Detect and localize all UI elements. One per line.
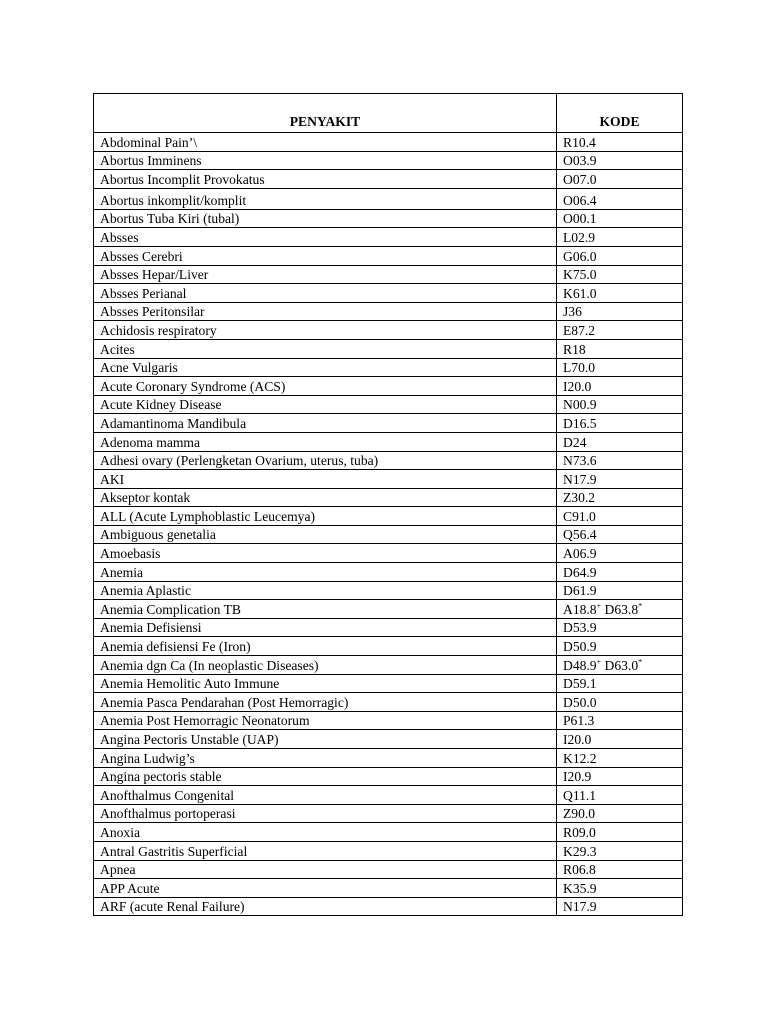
penyakit-cell: Anemia Post Hemorragic Neonatorum — [94, 711, 557, 730]
table-row — [94, 432, 683, 451]
penyakit-cell: ARF (acute Renal Failure) — [94, 897, 557, 916]
table-row — [94, 544, 683, 563]
kode-cell: D16.5 — [557, 414, 683, 433]
kode-cell: Z30.2 — [557, 488, 683, 507]
penyakit-cell: Anemia Pasca Pendarahan (Post Hemorragic) — [94, 693, 557, 712]
penyakit-cell: Angina Ludwig’s — [94, 749, 557, 768]
kode-primary-marker: + — [596, 601, 602, 611]
table-row — [94, 525, 683, 544]
table-row — [94, 414, 683, 433]
kode-cell: N17.9 — [557, 470, 683, 489]
penyakit-cell: Absses Peritonsilar — [94, 302, 557, 321]
penyakit-cell: Abortus Imminens — [94, 151, 557, 170]
kode-cell: Q11.1 — [557, 786, 683, 805]
table-row — [94, 188, 683, 209]
penyakit-cell: Anemia dgn Ca (In neoplastic Diseases) — [94, 656, 557, 675]
penyakit-cell: Absses Hepar/Liver — [94, 265, 557, 284]
kode-cell: D61.9 — [557, 581, 683, 600]
table-row — [94, 618, 683, 637]
kode-cell: K61.0 — [557, 284, 683, 303]
kode-secondary: D63.0 — [601, 657, 639, 673]
penyakit-cell: Angina Pectoris Unstable (UAP) — [94, 730, 557, 749]
penyakit-cell: Abortus inkomplit/komplit — [94, 188, 557, 209]
table-row — [94, 786, 683, 805]
kode-cell: R06.8 — [557, 860, 683, 879]
penyakit-cell: Acute Kidney Disease — [94, 395, 557, 414]
header-penyakit: PENYAKIT — [94, 94, 557, 133]
penyakit-cell: Ambiguous genetalia — [94, 525, 557, 544]
kode-cell: Q56.4 — [557, 525, 683, 544]
kode-cell: L02.9 — [557, 228, 683, 247]
penyakit-cell: Anemia defisiensi Fe (Iron) — [94, 637, 557, 656]
penyakit-cell: Adhesi ovary (Perlengketan Ovarium, uterus, tuba) — [94, 451, 557, 470]
penyakit-cell: APP Acute — [94, 879, 557, 898]
penyakit-cell: Absses Cerebri — [94, 246, 557, 265]
table-row — [94, 228, 683, 247]
icd-code-table — [93, 93, 683, 916]
kode-cell — [557, 600, 683, 619]
table-row — [94, 507, 683, 526]
table-row — [94, 170, 683, 189]
kode-cell: R10.4 — [557, 133, 683, 152]
kode-cell: D50.0 — [557, 693, 683, 712]
table-row — [94, 451, 683, 470]
table-row — [94, 395, 683, 414]
table-row — [94, 209, 683, 228]
table-row — [94, 711, 683, 730]
table-row — [94, 804, 683, 823]
table-row — [94, 339, 683, 358]
kode-cell: K29.3 — [557, 841, 683, 860]
kode-cell: G06.0 — [557, 246, 683, 265]
penyakit-cell: Anemia — [94, 563, 557, 582]
kode-secondary: D63.8 — [601, 601, 639, 617]
kode-cell: C91.0 — [557, 507, 683, 526]
header-kode: KODE — [557, 94, 683, 133]
kode-cell — [557, 656, 683, 675]
kode-cell: N73.6 — [557, 451, 683, 470]
kode-cell: K35.9 — [557, 879, 683, 898]
penyakit-cell: Amoebasis — [94, 544, 557, 563]
penyakit-cell: Angina pectoris stable — [94, 767, 557, 786]
kode-cell: O06.4 — [557, 188, 683, 209]
table-row — [94, 823, 683, 842]
table-row — [94, 897, 683, 916]
kode-cell: L70.0 — [557, 358, 683, 377]
kode-primary-marker: + — [596, 657, 602, 667]
table-row — [94, 470, 683, 489]
table-row — [94, 246, 683, 265]
kode-cell: I20.0 — [557, 377, 683, 396]
penyakit-cell: Apnea — [94, 860, 557, 879]
kode-cell: J36 — [557, 302, 683, 321]
table-row — [94, 749, 683, 768]
table-row — [94, 358, 683, 377]
table-row — [94, 767, 683, 786]
kode-cell: R09.0 — [557, 823, 683, 842]
penyakit-cell: Anemia Aplastic — [94, 581, 557, 600]
table-row — [94, 563, 683, 582]
penyakit-cell: Antral Gastritis Superficial — [94, 841, 557, 860]
kode-primary: D48.9 — [563, 657, 597, 673]
kode-cell: D64.9 — [557, 563, 683, 582]
table-row — [94, 265, 683, 284]
penyakit-cell: ALL (Acute Lymphoblastic Leucemya) — [94, 507, 557, 526]
penyakit-cell: Achidosis respiratory — [94, 321, 557, 340]
table-row — [94, 321, 683, 340]
penyakit-cell: Abortus Tuba Kiri (tubal) — [94, 209, 557, 228]
table-row — [94, 693, 683, 712]
kode-secondary-marker: * — [638, 657, 643, 667]
table-row — [94, 656, 683, 675]
kode-cell: I20.9 — [557, 767, 683, 786]
kode-secondary-marker: * — [638, 601, 643, 611]
penyakit-cell: Anoxia — [94, 823, 557, 842]
kode-cell: D53.9 — [557, 618, 683, 637]
kode-cell: N17.9 — [557, 897, 683, 916]
table-row — [94, 730, 683, 749]
penyakit-cell: Anemia Hemolitic Auto Immune — [94, 674, 557, 693]
penyakit-cell: Acne Vulgaris — [94, 358, 557, 377]
penyakit-cell: Anofthalmus Congenital — [94, 786, 557, 805]
table-row — [94, 581, 683, 600]
penyakit-cell: Anemia Complication TB — [94, 600, 557, 619]
penyakit-cell: Adenoma mamma — [94, 432, 557, 451]
table-header-row — [94, 94, 683, 133]
table-row — [94, 674, 683, 693]
kode-cell: O00.1 — [557, 209, 683, 228]
table-row — [94, 488, 683, 507]
penyakit-cell: Abdominal Pain’\ — [94, 133, 557, 152]
kode-cell: O03.9 — [557, 151, 683, 170]
kode-cell: A06.9 — [557, 544, 683, 563]
table-row — [94, 841, 683, 860]
kode-cell: K12.2 — [557, 749, 683, 768]
table-body — [94, 133, 683, 916]
penyakit-cell: AKI — [94, 470, 557, 489]
table-row — [94, 879, 683, 898]
penyakit-cell: Akseptor kontak — [94, 488, 557, 507]
kode-primary: A18.8 — [563, 601, 597, 617]
kode-cell: P61.3 — [557, 711, 683, 730]
penyakit-cell: Absses Perianal — [94, 284, 557, 303]
penyakit-cell: Absses — [94, 228, 557, 247]
table-row — [94, 284, 683, 303]
kode-cell: R18 — [557, 339, 683, 358]
penyakit-cell: Acites — [94, 339, 557, 358]
kode-cell: N00.9 — [557, 395, 683, 414]
penyakit-cell: Acute Coronary Syndrome (ACS) — [94, 377, 557, 396]
kode-cell: K75.0 — [557, 265, 683, 284]
table-row — [94, 637, 683, 656]
kode-cell: D24 — [557, 432, 683, 451]
table-row — [94, 151, 683, 170]
kode-cell: I20.0 — [557, 730, 683, 749]
kode-cell: D50.9 — [557, 637, 683, 656]
table-row — [94, 860, 683, 879]
kode-cell: D59.1 — [557, 674, 683, 693]
kode-cell: E87.2 — [557, 321, 683, 340]
table-row — [94, 302, 683, 321]
penyakit-cell: Abortus Incomplit Provokatus — [94, 170, 557, 189]
penyakit-cell: Adamantinoma Mandibula — [94, 414, 557, 433]
table-row — [94, 600, 683, 619]
table-row — [94, 133, 683, 152]
kode-cell: Z90.0 — [557, 804, 683, 823]
table-row — [94, 377, 683, 396]
kode-cell: O07.0 — [557, 170, 683, 189]
penyakit-cell: Anofthalmus portoperasi — [94, 804, 557, 823]
penyakit-cell: Anemia Defisiensi — [94, 618, 557, 637]
